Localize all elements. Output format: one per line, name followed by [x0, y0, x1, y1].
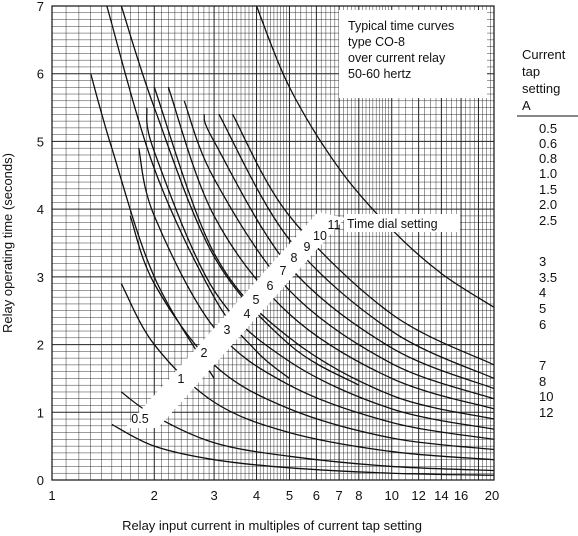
annotation-line-2: type CO-8 [348, 35, 405, 49]
curve-label-6: 6 [266, 279, 274, 293]
tap-header-1: Current [522, 47, 566, 62]
tap-value: 1.0 [539, 166, 558, 181]
x-tick-2: 2 [150, 488, 158, 503]
y-axis-label: Relay operating time (seconds) [0, 153, 15, 333]
time-dial-label: Time dial setting [347, 217, 438, 231]
tap-value: 10 [539, 389, 554, 404]
y-tick-3: 3 [36, 269, 44, 285]
annotation-line-3: over current relay [348, 51, 446, 65]
tap-header-4: A [522, 98, 531, 113]
tap-value: 6 [539, 317, 547, 332]
tap-value: 2.0 [539, 197, 558, 212]
y-tick-0: 0 [36, 473, 44, 488]
y-tick-2: 2 [36, 337, 44, 353]
tap-value: 5 [539, 301, 547, 316]
tap-header-2: tap [522, 64, 541, 79]
curve-label-3: 3 [223, 323, 231, 337]
curve-label-4: 4 [243, 307, 251, 321]
curve-dial-11 [233, 114, 494, 365]
annotation-line-4: 50-60 hertz [348, 67, 412, 81]
x-axis-label: Relay input current in multiples of current tap setting [122, 518, 422, 533]
x-tick-7: 7 [335, 488, 343, 503]
x-tick-16: 16 [453, 488, 469, 503]
y-tick-labels [37, 0, 44, 488]
tap-value: 0.6 [539, 136, 558, 151]
curve-label-2: 2 [200, 346, 208, 360]
curve-label-5: 5 [252, 293, 260, 307]
curve-label-0-5: 0.5 [131, 412, 149, 426]
tap-value: 0.5 [539, 121, 558, 136]
curve-label-10: 10 [313, 229, 327, 243]
tap-value: 1.5 [539, 182, 558, 197]
x-tick-1: 1 [48, 488, 56, 503]
curve-label-8: 8 [290, 251, 298, 265]
curve-label-1: 1 [177, 372, 185, 386]
x-tick-12: 12 [411, 488, 426, 503]
tap-value: 12 [539, 405, 554, 420]
tap-value: 0.8 [539, 151, 558, 166]
x-tick-5: 5 [285, 488, 294, 503]
curve-label-7: 7 [279, 264, 287, 278]
x-tick-14: 14 [434, 488, 449, 503]
tap-value: 8 [539, 374, 547, 389]
x-tick-20: 20 [484, 488, 500, 503]
x-tick-4: 4 [252, 488, 261, 503]
x-tick-10: 10 [384, 488, 399, 503]
curve-label-9: 9 [303, 240, 311, 254]
curve-label-11: 11 [327, 218, 341, 232]
tap-values [539, 121, 557, 420]
y-tick-1: 1 [36, 405, 44, 421]
annotation-line-1: Typical time curves [348, 19, 455, 33]
x-tick-labels [48, 488, 499, 503]
y-tick-6: 6 [36, 66, 44, 82]
x-tick-3: 3 [210, 488, 218, 503]
y-tick-5: 5 [36, 134, 44, 150]
x-tick-6: 6 [312, 488, 320, 503]
y-tick-7: 7 [36, 0, 44, 14]
tap-header-3: setting [522, 81, 561, 96]
tap-value: 2.5 [539, 213, 558, 228]
tap-value: 3 [539, 254, 547, 269]
tap-value: 3.5 [539, 270, 558, 285]
y-tick-4: 4 [36, 202, 44, 218]
curve-extra-13 [107, 6, 290, 378]
tap-value: 7 [539, 358, 547, 373]
curve-dial-0-5 [112, 424, 494, 475]
x-tick-8: 8 [355, 488, 363, 503]
curve-extra-12 [91, 74, 214, 379]
curve-dial-9 [204, 114, 494, 388]
tap-value: 4 [539, 285, 547, 300]
